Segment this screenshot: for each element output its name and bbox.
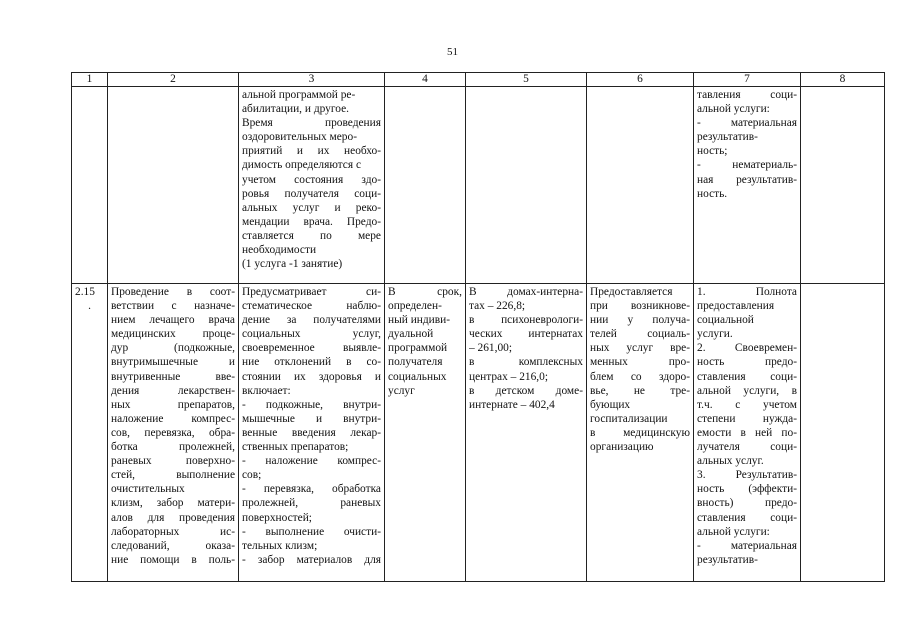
cell-text-line: социальных услуг, (242, 328, 381, 341)
cell-text-line: алов для проведения (111, 511, 235, 524)
cell-text-line: ственных препаратов; (242, 441, 349, 454)
cell-text-line: результатив- (697, 553, 758, 566)
header-cell: 3 (239, 73, 385, 87)
cell-text-line: очистительных (111, 483, 185, 496)
cell-text-line: ровья получателя соци- (242, 187, 381, 200)
cell-text-line: результатив- (697, 131, 758, 144)
cell-text-line: альной услуги: (697, 525, 770, 538)
cell-text-line: услуг (388, 384, 415, 397)
cell-text-line: следований, оказа- (111, 539, 235, 552)
cell-text-line: стоянии их здоровья и (242, 370, 381, 383)
conditions-cell (587, 284, 694, 582)
cell-text-line: тельных клизм; (242, 539, 318, 552)
cell-text-line: ставления соци- (697, 370, 797, 383)
cell-text-line: получателя (388, 356, 443, 369)
cell-text-line: - перевязка, обработка (242, 483, 381, 496)
cell-text-line: ставления соци- (697, 511, 797, 524)
cell-text-line: ность (эффекти- (697, 483, 797, 496)
cell-text-line: телей социаль- (590, 328, 690, 341)
cell-text-line: оздоровительных меро- (242, 131, 357, 144)
header-cell: 2 (108, 73, 239, 87)
cell-text-line: - материальная (697, 539, 797, 552)
cell-text-line: раневых поверхно- (111, 455, 235, 468)
row-number: 2.15 (75, 286, 95, 298)
cell-text-line: госпитализации (590, 412, 668, 425)
cell-text-line: определен- (388, 300, 442, 313)
cell-text-line: социальных (388, 370, 447, 383)
cell-text-line: степени нужда- (697, 412, 797, 425)
cell-text-line: абилитации, и другое. (242, 103, 349, 116)
cell-text-line: лучателя соци- (697, 441, 797, 454)
cell-text-line: приятий и их необхо- (242, 145, 381, 158)
services-table (71, 72, 885, 582)
cell-text-line: - наложение компрес- (242, 455, 381, 468)
cell-text-line: ность; (697, 145, 728, 158)
cell-text-line: стематическое наблю- (242, 300, 381, 313)
header-cell: 1 (72, 73, 108, 87)
cell-text-line: ставляется по мере (242, 229, 381, 242)
cell-text-line: предоставления (697, 300, 775, 313)
cell-text-line: медицинских проце- (111, 328, 235, 341)
cell-text-line: нием лечащего врача (111, 314, 235, 327)
cell-text-line: ческих интернатах (469, 328, 583, 341)
cont-col6-cell (587, 87, 694, 284)
cell-text-line: пролежней, раневых (242, 497, 381, 510)
cell-text-line: - нематериаль- (697, 159, 797, 172)
cell-text-line: В домах-интерна- (469, 286, 583, 298)
cell-text-line: тах – 226,8; (469, 300, 526, 313)
cell-text-line: программой (388, 342, 448, 355)
cell-text-line: организацию (590, 441, 654, 454)
continuation-row (72, 87, 885, 284)
cont-col4-cell (385, 87, 466, 284)
cell-text-line: вье, не тре- (590, 384, 690, 397)
cell-text-line: мышечные и внутри- (242, 412, 381, 425)
tariff-cell (466, 284, 587, 582)
cell-text-line: нии у получа- (590, 314, 690, 327)
cell-text-line: альной услуги, в (697, 384, 797, 397)
cell-text-line: учетом состояния здо- (242, 173, 381, 186)
cell-text-line: дения лекарствен- (111, 384, 235, 397)
cell-text-line: сов, перевязка, обра- (111, 426, 235, 439)
cell-text-line: своевременное выявле- (242, 342, 381, 355)
cell-text-line: ние отклонений в со- (242, 356, 381, 369)
page-number: 51 (447, 46, 458, 58)
cell-text-line: социальной (697, 314, 754, 327)
cell-text-line: емости в ней по- (697, 426, 797, 439)
cell-text-line: В срок, (388, 286, 462, 298)
cell-text-line: т.ч. с учетом (697, 398, 797, 411)
cell-text-line: внутримышечные и (111, 356, 235, 369)
cont-description-cell (239, 87, 385, 284)
cell-text-line: услуги. (697, 328, 733, 341)
service-name-cell (108, 284, 239, 582)
cell-text-line: наложение компрес- (111, 412, 235, 425)
cell-text-line: ных препаратов, (111, 398, 235, 411)
cell-text-line: ность предо- (697, 356, 797, 369)
cont-quality-cell (694, 87, 801, 284)
cell-text-line: в комплексных (469, 356, 583, 369)
cell-text-line: внутривенные вве- (111, 370, 235, 383)
cont-col1-cell (72, 87, 108, 284)
header-cell: 6 (587, 73, 694, 87)
cell-text-line: ние помощи в поль- (111, 553, 235, 566)
cell-text-line: дуальной (388, 328, 434, 341)
cell-text-line: сов; (242, 469, 262, 482)
cell-text-line: - материальная (697, 117, 797, 130)
quality-indicators-cell (694, 284, 801, 582)
row-number-cell (72, 284, 108, 582)
cell-text-line: дение за получателями (242, 314, 381, 327)
cell-text-line: - забор материалов для (242, 553, 381, 566)
cell-text-line: дур (подкожные, (111, 342, 235, 355)
cell-text-line: мендации врача. Предо- (242, 215, 381, 228)
cell-text-line: стей, выполнение (111, 469, 235, 482)
cell-text-line: необходимости (242, 244, 317, 257)
cont-col8-cell (801, 87, 885, 284)
cell-text-line: ветствии с назначе- (111, 300, 235, 313)
cell-text-line: альных услуг и реко- (242, 201, 381, 214)
cell-text-line: ность. (697, 187, 728, 200)
cell-text-line: поверхностей; (242, 511, 312, 524)
cell-text-line: – 261,00; (469, 342, 513, 355)
row-number-suffix: . (88, 300, 91, 313)
cell-text-line: при возникнове- (590, 300, 690, 313)
col8-cell (801, 284, 885, 582)
cell-text-line: Предусматривает си- (242, 286, 381, 298)
cell-text-line: альной услуги: (697, 103, 770, 116)
header-row (72, 73, 885, 87)
cell-text-line: димость определяются с (242, 159, 361, 172)
cell-text-line: менных про- (590, 356, 690, 369)
cell-text-line: Время проведения (242, 117, 381, 130)
cell-text-line: венные введения лекар- (242, 426, 381, 439)
cell-text-line: 1. Полнота (697, 286, 797, 298)
header-cell: 5 (466, 73, 587, 87)
cell-text-line: - выполнение очисти- (242, 525, 381, 538)
cell-text-line: (1 услуга -1 занятие) (242, 258, 343, 271)
table-row-2-15 (72, 284, 885, 582)
header-cell: 4 (385, 73, 466, 87)
service-description-cell (239, 284, 385, 582)
cell-text-line: блем со здоро- (590, 370, 690, 383)
cell-text-line: интернате – 402,4 (469, 398, 555, 411)
cell-text-line: в психоневрологи- (469, 314, 583, 327)
cell-text-line: тавления соци- (697, 89, 797, 101)
cell-text-line: клизм, забор матери- (111, 497, 235, 510)
cell-text-line: ных услуг вре- (590, 342, 690, 355)
cell-text-line: 3. Результатив- (697, 469, 797, 482)
cell-text-line: включает: (242, 384, 291, 397)
cell-text-line: Проведение в соот- (111, 286, 235, 298)
cell-text-line: вность) предо- (697, 497, 797, 510)
cell-text-line: Предоставляется (590, 286, 673, 298)
cell-text-line: 2. Своевремен- (697, 342, 797, 355)
service-term-cell (385, 284, 466, 582)
header-cell: 7 (694, 73, 801, 87)
cell-text-line: альных услуг. (697, 455, 764, 468)
cell-text-line: альной программой ре- (242, 89, 356, 101)
cont-col2-cell (108, 87, 239, 284)
header-cell: 8 (801, 73, 885, 87)
cell-text-line: бующих (590, 398, 631, 411)
cell-text-line: лабораторных ис- (111, 525, 235, 538)
cell-text-line: ный индиви- (388, 314, 451, 327)
cell-text-line: в медицинскую (590, 426, 690, 439)
cont-col5-cell (466, 87, 587, 284)
cell-text-line: в детском доме- (469, 384, 583, 397)
cell-text-line: ная результатив- (697, 173, 797, 186)
cell-text-line: центрах – 216,0; (469, 370, 548, 383)
cell-text-line: ботка пролежней, (111, 441, 235, 454)
cell-text-line: - подкожные, внутри- (242, 398, 381, 411)
